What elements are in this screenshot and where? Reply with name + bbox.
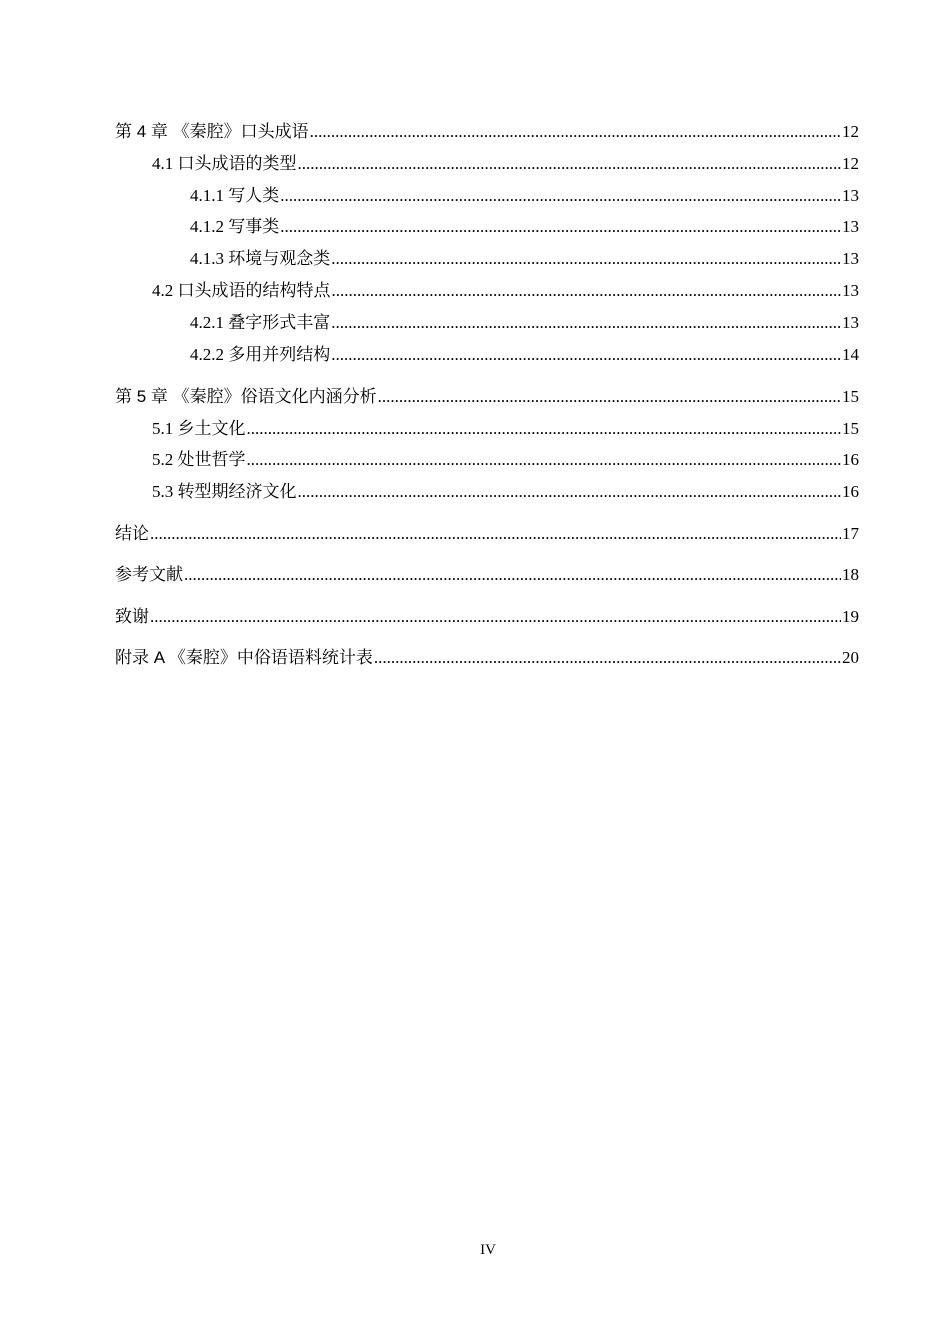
toc-entry-title: 4.2.2 多用并列结构 [190,345,331,364]
toc-dot-leader [150,522,841,546]
toc-entry-5-3[interactable] [152,480,859,504]
toc-entry-page: 19 [842,607,859,626]
toc-entry-title: 5.3 转型期经济文化 [152,482,297,501]
toc-entry-4-2-1[interactable] [190,311,859,335]
toc-entry-page: 16 [842,450,859,469]
toc-entry-title: 第 5 章 《秦腔》俗语文化内涵分析 [115,387,377,406]
page-number: IV [480,1242,496,1258]
toc-entry-title: 4.1.3 环境与观念类 [190,249,331,268]
toc-entry-page: 15 [842,419,859,438]
toc-entry-page: 13 [842,186,859,205]
toc-entry-references[interactable] [115,563,859,587]
toc-entry-title: 4.1.2 写事类 [190,217,280,236]
toc-dot-leader [247,448,842,472]
toc-entry-page: 15 [842,387,859,406]
toc-entry-page: 17 [842,524,859,543]
toc-dot-leader [280,184,841,208]
toc-entry-page: 13 [842,313,859,332]
toc-entry-acknowledgements[interactable] [115,605,859,629]
toc-entry-page: 13 [842,249,859,268]
toc-entry-title: 4.1 口头成语的类型 [152,154,297,173]
toc-entry-title: 5.1 乡土文化 [152,419,246,438]
toc-entry-page: 16 [842,482,859,501]
toc-entry-4-2-2[interactable] [190,343,859,367]
toc-dot-leader [150,605,841,629]
toc-entry-title: 附录 A 《秦腔》中俗语语料统计表 [115,648,373,667]
toc-entry-4-2[interactable] [152,279,859,303]
toc-dot-leader [310,120,841,144]
toc-dot-leader [374,646,841,670]
toc-entry-4-1[interactable] [152,152,859,176]
toc-entry-page: 12 [842,122,859,141]
toc-entry-page: 12 [842,154,859,173]
toc-dot-leader [184,563,841,587]
toc-entry-chapter-4[interactable] [115,120,859,144]
toc-entry-4-1-3[interactable] [190,247,859,271]
toc-entry-conclusion[interactable] [115,522,859,546]
toc-entry-5-2[interactable] [152,448,859,472]
toc-entry-chapter-5[interactable] [115,385,859,409]
toc-entry-title: 4.2.1 叠字形式丰富 [190,313,331,332]
toc-dot-leader [332,279,842,303]
toc-entry-page: 13 [842,217,859,236]
toc-dot-leader [331,343,841,367]
toc-entry-title: 参考文献 [115,565,183,584]
toc-entry-title: 致谢 [115,607,149,626]
toc-entry-page: 18 [842,565,859,584]
toc-entry-4-1-2[interactable] [190,215,859,239]
toc-entry-title: 4.1.1 写人类 [190,186,280,205]
toc-entry-page: 20 [842,648,859,667]
toc-dot-leader [378,385,841,409]
toc-dot-leader [247,417,842,441]
toc-entry-4-1-1[interactable] [190,184,859,208]
toc-entry-title: 4.2 口头成语的结构特点 [152,281,331,300]
toc-entry-page: 13 [842,281,859,300]
toc-dot-leader [331,247,841,271]
toc-entry-title: 第 4 章 《秦腔》口头成语 [115,122,309,141]
toc-dot-leader [298,152,842,176]
toc-dot-leader [298,480,842,504]
toc-entry-title: 结论 [115,524,149,543]
toc-entry-title: 5.2 处世哲学 [152,450,246,469]
toc-entry-5-1[interactable] [152,417,859,441]
toc-entry-page: 14 [842,345,859,364]
toc-entry-appendix-a[interactable] [115,646,859,670]
toc-dot-leader [280,215,841,239]
toc-dot-leader [331,311,841,335]
